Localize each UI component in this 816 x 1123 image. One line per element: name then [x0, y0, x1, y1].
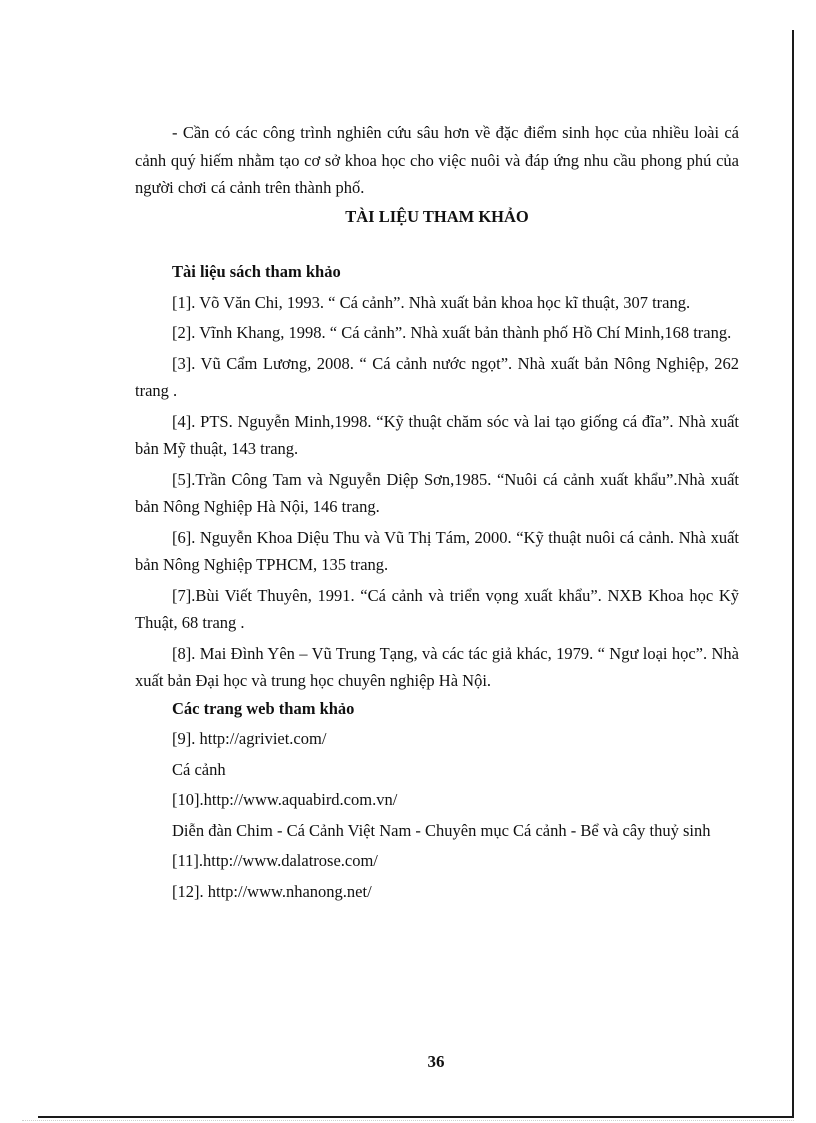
- intro-paragraph: - Cần có các công trình nghiên cứu sâu hơn về đặc điểm sinh học của nhiều loài cá cảnh quý hiếm nhằm tạo cơ sở khoa học cho việc nuôi và đáp ứng nhu cầu phong phú của người chơi cá cảnh trên thành phố.: [135, 123, 739, 197]
- document-body: [135, 119, 739, 905]
- web-ref-12: [12]. http://www.nhanong.net/: [172, 881, 372, 901]
- references-title: TÀI LIỆU THAM KHẢO: [345, 206, 529, 226]
- book-ref-2: [2]. Vĩnh Khang, 1998. “ Cá cảnh”. Nhà xuất bản thành phố Hồ Chí Minh,168 trang.: [172, 323, 732, 342]
- books-heading: Tài liệu sách tham khảo: [172, 262, 341, 281]
- book-ref-6: [6]. Nguyễn Khoa Diệu Thu và Vũ Thị Tám, 2000. “Kỹ thuật nuôi cá cảnh. Nhà xuất bản Nông Nghiệp TPHCM, 135 trang.: [135, 527, 739, 574]
- bottom-divider: [22, 1120, 794, 1121]
- web-ref-9: [9]. http://agriviet.com/: [172, 729, 327, 748]
- book-ref-1: [1]. Võ Văn Chi, 1993. “ Cá cảnh”. Nhà xuất bản khoa học kĩ thuật, 307 trang.: [172, 292, 691, 312]
- web-ref-10: [10].http://www.aquabird.com.vn/: [172, 790, 398, 809]
- book-ref-4: [4]. PTS. Nguyễn Minh,1998. “Kỹ thuật chăm sóc và lai tạo giống cá đĩa”. Nhà xuất bản Mỹ thuật, 143 trang.: [135, 411, 739, 458]
- book-ref-8: [8]. Mai Đình Yên – Vũ Trung Tạng, và các tác giả khác, 1979. “ Ngư loại học”. Nhà xuất bản Đại học và trung học chuyên nghiệp Hà Nội.: [135, 643, 739, 690]
- spacer: [135, 230, 739, 258]
- book-ref-3: [3]. Vũ Cẩm Lương, 2008. “ Cá cảnh nước ngọt”. Nhà xuất bản Nông Nghiệp, 262 trang .: [135, 353, 739, 400]
- web-ref-11: [11].http://www.dalatrose.com/: [172, 851, 378, 870]
- web-ref-9-desc: Cá cảnh: [172, 759, 226, 779]
- book-ref-5: [5].Trần Công Tam và Nguyễn Diệp Sơn,1985. “Nuôi cá cảnh xuất khẩu”.Nhà xuất bản Nông Nghiệp Hà Nội, 146 trang.: [135, 469, 739, 516]
- page-number: 36: [427, 1052, 445, 1071]
- book-ref-7: [7].Bùi Viết Thuyên, 1991. “Cá cảnh và triển vọng xuất khẩu”. NXB Khoa học Kỹ Thuật, 68 trang .: [135, 585, 739, 632]
- web-ref-10-desc: Diễn đàn Chim - Cá Cảnh Việt Nam - Chuyên mục Cá cảnh - Bể và cây thuỷ sinh: [172, 820, 711, 840]
- web-heading: Các trang web tham khảo: [172, 698, 355, 718]
